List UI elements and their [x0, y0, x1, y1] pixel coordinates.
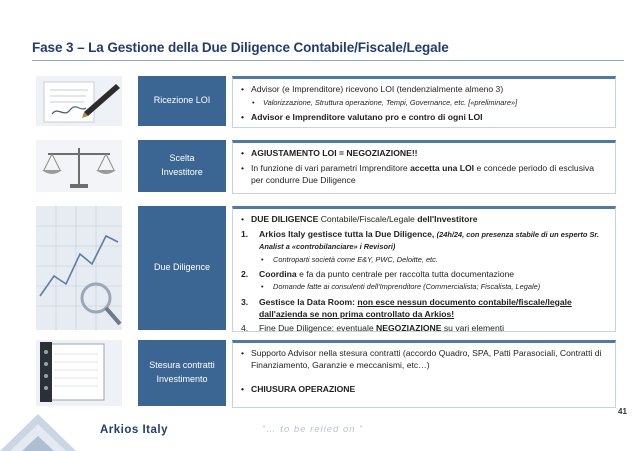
dd-item-1 — [241, 228, 607, 253]
label-due-diligence: Due Diligence — [138, 206, 226, 330]
dd-item-2 — [241, 268, 607, 280]
label-stesura-line2: Investimento — [156, 374, 208, 384]
scelta-text-b: e concede periodo di esclusiva per condurre Due Diligence — [251, 163, 594, 186]
scelta-bullet-2 — [241, 162, 607, 186]
dd-head-mid: Contabile/Fiscale/Legale — [318, 214, 418, 224]
dd-item-4-number: 4. — [241, 322, 249, 333]
label-stesura-line1: Stesura contratti — [149, 360, 215, 371]
dd-item-2-sub: • Domande fatte ai consulenti dell'Imprenditore (Commercialista; Fiscalista, Legale) — [241, 282, 607, 292]
dd-item-1-number: 1. — [241, 229, 249, 240]
dd-head — [241, 213, 607, 225]
binder-document-icon — [36, 340, 122, 406]
chart-document-icon — [36, 206, 122, 330]
scelta-text-bold: accetta una LOI — [410, 163, 475, 174]
content-ricezione-loi — [232, 76, 616, 128]
dd-item-3-bold: Gestisce la Data Room: — [259, 296, 358, 307]
dd-item-2-bold: Coordina — [259, 269, 297, 280]
page-title: Fase 3 – La Gestione della Due Diligence Contabile/Fiscale/Legale — [32, 40, 449, 55]
dd-item-3 — [241, 296, 607, 320]
dd-item-3-underline: non esce nessun documento contabile/fiscale/legale dall'azienda se non prima controllato da Arkios! — [259, 296, 572, 319]
label-scelta-investitore — [138, 140, 226, 192]
loi-bullet-2: • Advisor e Imprenditore valutano pro e contro di ogni LOI — [241, 111, 607, 123]
dd-item-4-text: Fine Due Diligence: eventuale — [259, 322, 377, 333]
footer-brand: Arkios Italy — [100, 424, 168, 436]
content-scelta-investitore — [232, 140, 616, 194]
dd-head-bold1: DUE DILIGENCE — [251, 214, 319, 224]
dd-item-1-sub: • Controparti società come E&Y, PWC, Deloitte, etc. — [241, 255, 607, 265]
loi-sub-bullet: • Valorizzazione, Struttura operazione, Tempi, Governance, etc. [«preliminare»] — [241, 98, 607, 108]
dd-item-2-text: e fa da punto centrale per raccolta tutta documentazione — [296, 269, 515, 280]
loi-bullet-1: • Advisor (e Imprenditore) ricevono LOI (tendenzialmente almeno 3) — [241, 83, 607, 95]
dd-item-2-number: 2. — [241, 269, 249, 280]
scelta-bullet-1: • AGIUSTAMENTO LOI = NEGOZIAZIONE!! — [241, 147, 607, 159]
label-ricezione-loi: Ricezione LOI — [138, 76, 226, 126]
footer-tagline: “… to be relied on ” — [262, 424, 364, 435]
stesura-bullet-2: • CHIUSURA OPERAZIONE — [241, 383, 607, 395]
signature-pen-icon — [36, 76, 122, 126]
content-stesura-contratti — [232, 340, 616, 408]
dd-item-1-italic: (24h/24, con presenza stabile di un esperto Sr. Analist a «controbilanciare» i Revisori) — [259, 230, 599, 252]
dd-item-1-bold: Arkios Italy gestisce tutta la Due Diligence, — [259, 229, 437, 240]
dd-item-4-text2: su vari elementi — [441, 322, 505, 333]
dd-item-3-number: 3. — [241, 296, 249, 307]
dd-item-4-bold: NEGOZIAZIONE — [376, 322, 442, 333]
content-due-diligence — [232, 206, 616, 332]
stesura-bullet-1: • Supporto Advisor nella stesura contratti (accordo Quadro, SPA, Patti Parasociali, Contratti di Finanziamento, Garanzie e meccanismi, etc…) — [241, 347, 607, 371]
scales-icon — [36, 140, 122, 192]
arkios-logo-icon — [0, 408, 96, 451]
dd-head-bold2: dell'Investitore — [417, 214, 478, 224]
dd-item-4 — [241, 322, 607, 334]
page-number: 41 — [618, 407, 627, 416]
label-stesura-contratti — [138, 340, 226, 406]
scelta-text-a: In funzione di vari parametri Imprenditore — [251, 163, 411, 174]
title-divider — [32, 60, 624, 61]
label-scelta-line1: Scelta — [169, 153, 195, 164]
label-scelta-line2: Investitore — [161, 167, 203, 177]
